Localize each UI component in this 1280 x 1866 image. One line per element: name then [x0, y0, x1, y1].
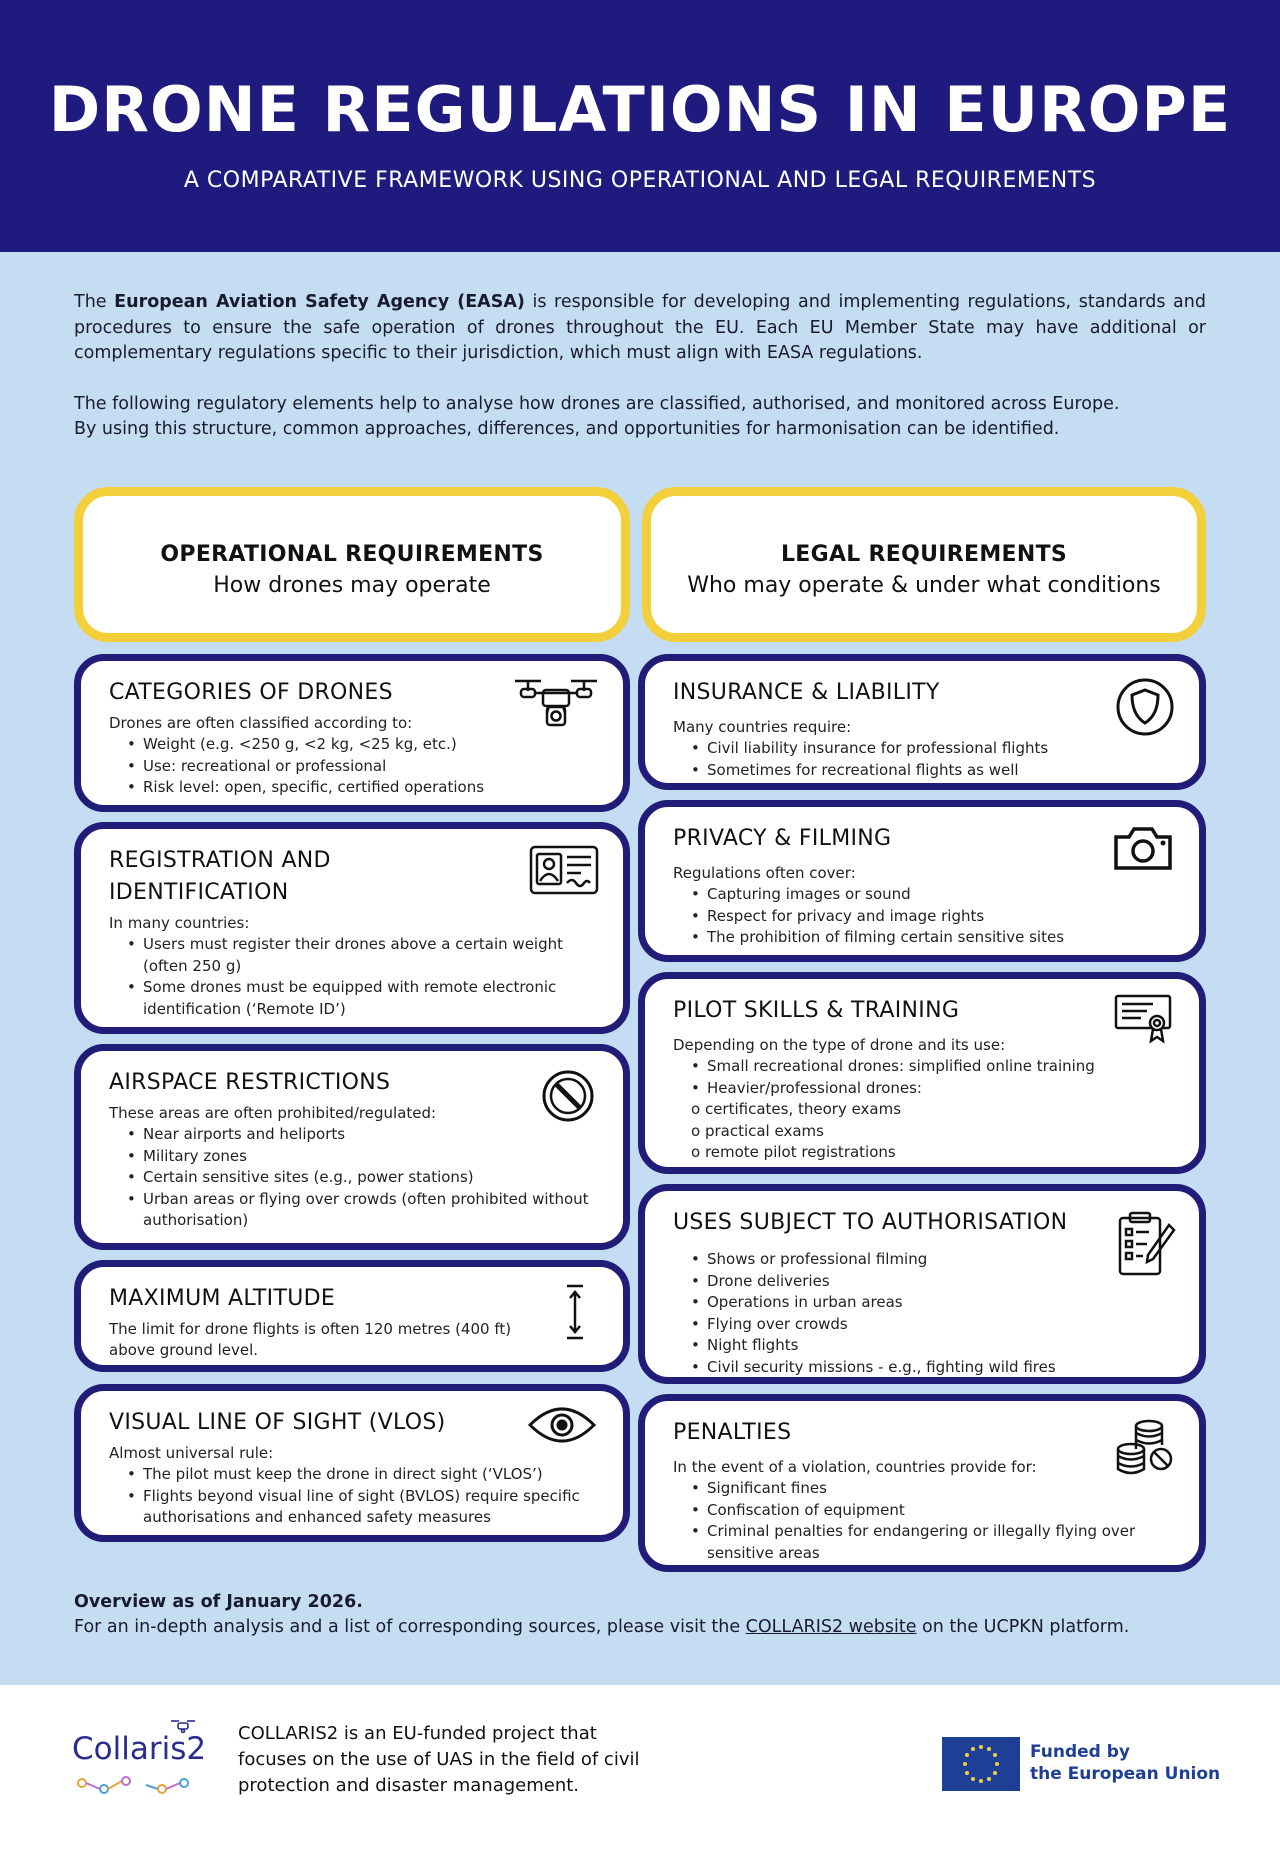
card-lead: Drones are often classified according to:: [109, 714, 413, 732]
id-card-icon: [529, 845, 599, 895]
list-item: • Sometimes for recreational flights as well: [691, 760, 1171, 782]
website-reference: For an in-depth analysis and a list of corresponding sources, please visit the COLLARIS2 website on the UCPKN platform.: [74, 1617, 1130, 1637]
card-list: [127, 1464, 595, 1529]
list-item: • Civil liability insurance for professional flights: [691, 738, 1171, 760]
list-item: • Civil security missions - e.g., fighting wild fires: [691, 1357, 1171, 1379]
list-item: • Respect for privacy and image rights: [691, 906, 1171, 928]
legal-title: LEGAL REQUIREMENTS: [780, 542, 1068, 567]
camera-icon: [1113, 825, 1173, 871]
card-list: [691, 1249, 1171, 1378]
card-list: [127, 734, 595, 799]
card-lead: In the event of a violation, countries provide for:: [673, 1458, 1037, 1476]
list-item: • Shows or professional filming: [691, 1249, 1171, 1271]
list-item: • Urban areas or flying over crowds (often prohibited without authorisation): [127, 1189, 595, 1232]
card-list: [127, 1124, 595, 1232]
list-item: • Operations in urban areas: [691, 1292, 1171, 1314]
card-title: PRIVACY & FILMING: [673, 826, 892, 851]
list-item: • Military zones: [127, 1146, 595, 1168]
coins-icon: [1115, 1419, 1175, 1477]
card-lead: Many countries require:: [673, 718, 852, 736]
project-description: COLLARIS2 is an EU-funded project that focuses on the use of UAS in the field of civil protection and disaster management.: [238, 1723, 640, 1796]
page-title: DRONE REGULATIONS IN EUROPE: [48, 73, 1232, 146]
footer-note: [74, 1590, 1214, 1640]
header-banner: [0, 0, 1280, 252]
collaris2-website-link[interactable]: COLLARIS2 website: [745, 1617, 917, 1637]
card-lead: These areas are often prohibited/regulated:: [109, 1104, 437, 1122]
clipboard-icon: [1117, 1211, 1177, 1277]
drone-icon: [513, 677, 599, 729]
list-item: • Weight (e.g. <250 g, <2 kg, <25 kg, etc.): [127, 734, 595, 756]
list-item: • Criminal penalties for endangering or illegally flying over sensitive areas: [691, 1521, 1171, 1564]
list-item: • Significant fines: [691, 1478, 1171, 1500]
card-altitude: [74, 1260, 630, 1372]
list-item: • Small recreational drones: simplified online training: [691, 1056, 1171, 1078]
easa-name: European Aviation Safety Agency (EASA): [114, 292, 525, 312]
list-subitem: o certificates, theory exams: [691, 1100, 902, 1118]
card-title: VISUAL LINE OF SIGHT (VLOS): [109, 1410, 446, 1435]
card-lead: The limit for drone flights is often 120 metres (400 ft) above ground level.: [109, 1320, 512, 1359]
overview-date: Overview as of January 2026.: [74, 1592, 363, 1612]
card-list: [691, 1056, 1171, 1164]
list-item: • The prohibition of filming certain sensitive sites: [691, 927, 1171, 949]
shield-icon: [1115, 677, 1175, 737]
list-item: • The pilot must keep the drone in direct sight (‘VLOS’): [127, 1464, 595, 1486]
card-title: PENALTIES: [673, 1420, 792, 1445]
certificate-icon: [1113, 993, 1173, 1045]
list-item: • Certain sensitive sites (e.g., power stations): [127, 1167, 595, 1189]
collaris2-logo: [72, 1725, 232, 1805]
intro-paragraph-2: The following regulatory elements help to analyse how drones are classified, authorised, and monitored across Europe. By using this structure, common approaches, differences, and opportunities for harmonisation can be identified.: [74, 393, 1120, 439]
logo-text: Collaris2: [72, 1731, 207, 1767]
no-entry-icon: [541, 1069, 595, 1123]
card-list: [127, 934, 595, 1020]
molecule-decoration-icon: [76, 1775, 196, 1799]
footer-bar: [0, 1685, 1280, 1866]
list-item: • Confiscation of equipment: [691, 1500, 1171, 1522]
card-penalties: [638, 1394, 1206, 1572]
list-item: • Risk level: open, specific, certified operations: [127, 777, 595, 799]
list-item: • Capturing images or sound: [691, 884, 1171, 906]
card-title: USES SUBJECT TO AUTHORISATION: [673, 1210, 1068, 1235]
card-insurance: [638, 654, 1206, 790]
operational-title: OPERATIONAL REQUIREMENTS: [160, 542, 544, 567]
page-subtitle: A COMPARATIVE FRAMEWORK USING OPERATIONAL AND LEGAL REQUIREMENTS: [183, 168, 1097, 193]
list-subitem: o practical exams: [691, 1121, 824, 1140]
legal-requirements-header: [642, 487, 1206, 642]
list-item: • Drone deliveries: [691, 1271, 1171, 1293]
altitude-arrow-icon: [565, 1283, 585, 1341]
card-categories: [74, 654, 630, 812]
legal-subtitle: Who may operate & under what conditions: [687, 573, 1161, 598]
intro-paragraph-1: The European Aviation Safety Agency (EASA) is responsible for developing and implementing regulations, standards and procedures to ensure the safe operation of drones throughout the EU. Each EU Member State may have additional or complementary regulations specific to their jurisdiction, which must align with EASA regulations.: [74, 292, 1206, 363]
card-registration: [74, 822, 630, 1034]
list-item: • Heavier/professional drones:: [691, 1078, 1171, 1100]
card-list: [691, 738, 1171, 781]
list-item: • Night flights: [691, 1335, 1171, 1357]
card-pilot-skills: [638, 972, 1206, 1174]
list-item: • Near airports and heliports: [127, 1124, 595, 1146]
list-item: • Users must register their drones above a certain weight (often 250 g): [127, 934, 595, 977]
card-title: REGISTRATION AND IDENTIFICATION: [109, 848, 331, 905]
card-vlos: [74, 1384, 630, 1542]
card-airspace: [74, 1044, 630, 1250]
card-lead: Regulations often cover:: [673, 864, 856, 882]
eye-icon: [527, 1405, 597, 1445]
list-item: • Flights beyond visual line of sight (BVLOS) require specific authorisations and enhanced safety measures: [127, 1486, 595, 1529]
card-title: AIRSPACE RESTRICTIONS: [109, 1070, 391, 1095]
card-authorisation-uses: [638, 1184, 1206, 1384]
eu-funding-label: Funded by the European Union: [1030, 1742, 1221, 1784]
list-item: • Some drones must be equipped with remote electronic identification (‘Remote ID’): [127, 977, 595, 1020]
card-title: MAXIMUM ALTITUDE: [109, 1286, 336, 1311]
list-subitem: o remote pilot registrations: [691, 1143, 896, 1161]
card-title: PILOT SKILLS & TRAINING: [673, 998, 960, 1023]
card-list: [691, 884, 1171, 949]
card-list: [691, 1478, 1171, 1564]
intro-text: [74, 290, 1206, 443]
operational-requirements-header: [74, 487, 630, 642]
eu-flag-icon: [942, 1737, 1020, 1791]
card-lead: Depending on the type of drone and its use:: [673, 1036, 1006, 1054]
card-title: CATEGORIES OF DRONES: [109, 680, 393, 705]
card-title: INSURANCE & LIABILITY: [673, 680, 940, 705]
card-lead: Almost universal rule:: [109, 1444, 274, 1462]
operational-subtitle: How drones may operate: [213, 573, 491, 598]
card-lead: In many countries:: [109, 914, 250, 932]
card-privacy: [638, 800, 1206, 962]
list-item: • Use: recreational or professional: [127, 756, 595, 778]
list-item: • Flying over crowds: [691, 1314, 1171, 1336]
